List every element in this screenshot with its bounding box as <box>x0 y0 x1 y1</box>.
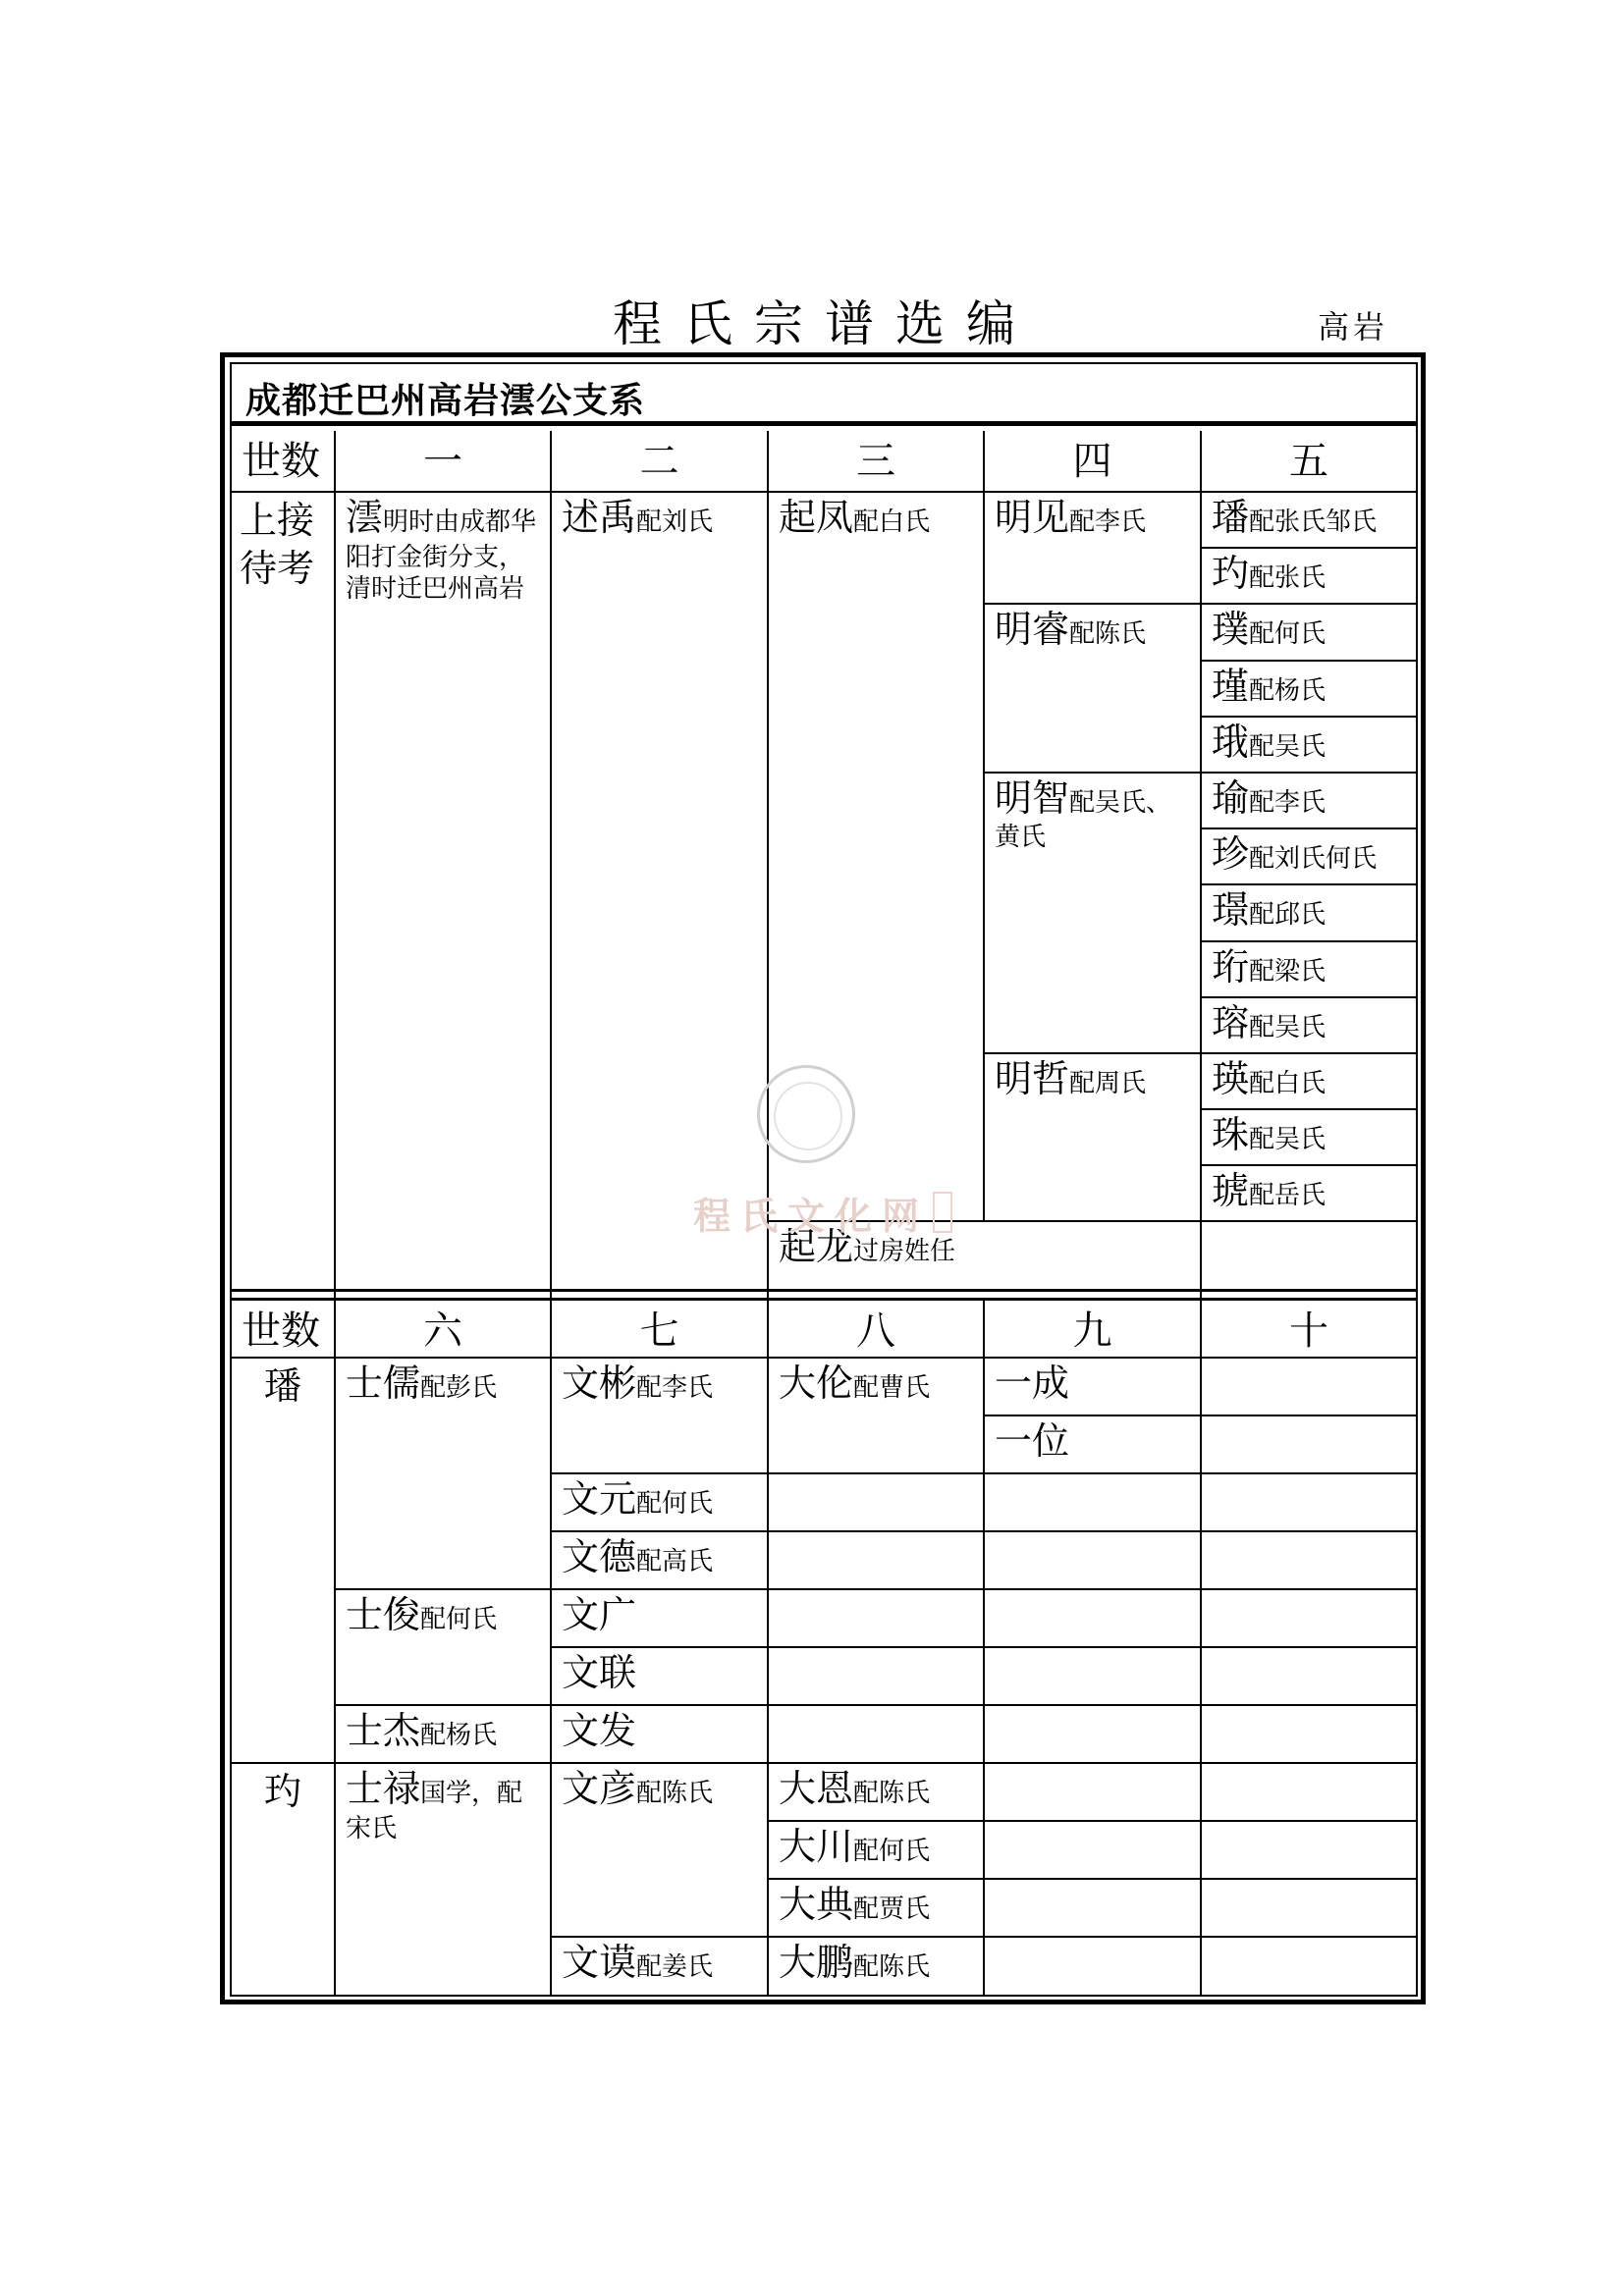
person-note: 配刘氏 <box>636 507 714 537</box>
person-name: 士俊 <box>346 1593 421 1636</box>
person-note: 配陈氏 <box>853 1952 931 1982</box>
person-entry <box>552 1706 769 1764</box>
person-name: 士儒 <box>346 1362 421 1405</box>
section-divider <box>232 1289 1416 1301</box>
header-gen-6: 六 <box>336 1301 552 1359</box>
person-entry <box>1202 885 1416 941</box>
header-gen-2: 二 <box>552 431 769 493</box>
empty-cell <box>769 1706 985 1764</box>
header-gen-4: 四 <box>985 431 1202 493</box>
side-label: 上接待考 <box>232 493 336 1672</box>
person-name: 璟 <box>1212 888 1250 933</box>
person-note: 配张氏邹氏 <box>1249 507 1378 537</box>
seal-logo-icon <box>757 1065 855 1163</box>
generation-table-1-5 <box>232 431 1416 1289</box>
header-gen-10: 十 <box>1202 1301 1416 1359</box>
person-entry <box>985 605 1202 774</box>
person-note: 配吴氏 <box>1249 731 1326 762</box>
person-name: 文广 <box>562 1593 637 1636</box>
person-entry <box>1202 1166 1416 1222</box>
person-note: 配邱氏 <box>1249 900 1326 931</box>
person-entry <box>1202 942 1416 998</box>
watermark-stamp-icon <box>933 1192 952 1233</box>
empty-cell <box>1202 1359 1416 1416</box>
person-entry <box>1202 774 1416 829</box>
empty-cell <box>1202 1532 1416 1590</box>
person-note: 配白氏 <box>853 507 931 537</box>
empty-cell <box>1202 1590 1416 1648</box>
person-entry <box>1202 493 1416 549</box>
person-entry <box>552 1532 769 1590</box>
person-entry <box>552 1359 769 1474</box>
document-title: 程氏宗谱选编 <box>613 295 1037 352</box>
person-note: 配何氏 <box>636 1489 714 1519</box>
header-gen-9: 九 <box>985 1301 1202 1359</box>
person-note: 配陈氏 <box>1069 619 1147 650</box>
side-ancestor: 玓 <box>232 1764 336 1996</box>
person-name: 一位 <box>995 1419 1070 1463</box>
person-note: 配李氏 <box>1069 507 1147 537</box>
person-entry <box>552 1764 769 1938</box>
person-note: 配何氏 <box>1249 619 1326 650</box>
empty-cell <box>985 1648 1202 1706</box>
person-entry <box>985 1416 1202 1474</box>
person-entry <box>1202 1054 1416 1110</box>
person-name: 文彦 <box>562 1767 637 1810</box>
person-name: 文元 <box>562 1477 637 1521</box>
person-entry <box>1202 549 1416 605</box>
person-entry <box>1202 829 1416 885</box>
person-note: 配李氏 <box>636 1373 714 1403</box>
person-name: 大恩 <box>779 1767 854 1810</box>
person-name: 大伦 <box>779 1362 854 1405</box>
person-name: 大典 <box>779 1883 854 1926</box>
person-name: 明见 <box>995 496 1070 539</box>
person-name: 文德 <box>562 1535 637 1578</box>
person-name: 起凤 <box>779 496 854 539</box>
person-note: 配何氏 <box>420 1605 498 1634</box>
empty-cell <box>1202 1648 1416 1706</box>
person-note: 配曹氏 <box>853 1373 931 1403</box>
person-name: 明睿 <box>995 608 1070 652</box>
person-name: 起龙 <box>779 1225 854 1269</box>
person-entry <box>985 1054 1202 1223</box>
empty-cell <box>985 1880 1202 1938</box>
empty-cell <box>985 1590 1202 1648</box>
empty-cell <box>985 1938 1202 1996</box>
empty-cell <box>985 1706 1202 1764</box>
person-name: 澐 <box>346 496 384 539</box>
person-note: 配岳氏 <box>1249 1181 1326 1211</box>
empty-cell <box>1202 1822 1416 1880</box>
corner-label: 高岩 <box>1318 308 1389 346</box>
person-entry <box>336 1590 552 1706</box>
person-entry <box>769 1822 985 1880</box>
person-note: 配白氏 <box>1249 1068 1326 1098</box>
person-name: 珍 <box>1212 832 1250 877</box>
person-note: 配李氏 <box>1249 787 1326 818</box>
empty-cell <box>1202 1764 1416 1822</box>
person-name: 大鹏 <box>779 1941 854 1984</box>
person-entry <box>769 1938 985 1996</box>
person-note: 配姜氏 <box>636 1952 714 1982</box>
empty-cell <box>769 1474 985 1532</box>
empty-cell <box>769 1532 985 1590</box>
person-note: 配梁氏 <box>1249 956 1326 987</box>
person-entry <box>769 1359 985 1474</box>
person-name: 士禄 <box>346 1767 421 1810</box>
person-name: 瑢 <box>1212 1000 1250 1044</box>
person-name: 述禹 <box>562 496 637 539</box>
empty-cell <box>1202 1880 1416 1938</box>
person-entry <box>1202 998 1416 1054</box>
person-entry <box>1202 662 1416 718</box>
person-entry <box>336 1764 552 1996</box>
header-gen-7: 七 <box>552 1301 769 1359</box>
person-name: 文联 <box>562 1651 637 1694</box>
person-name: 璞 <box>1212 608 1250 652</box>
person-name: 文发 <box>562 1709 637 1752</box>
empty-cell <box>1202 1474 1416 1532</box>
person-note: 配吴氏 <box>1249 1012 1326 1042</box>
person-name: 珩 <box>1212 944 1250 988</box>
person-name: 玓 <box>1212 552 1250 596</box>
empty-cell <box>769 1590 985 1648</box>
person-name: 瑜 <box>1212 775 1250 820</box>
header-gen-1: 一 <box>336 431 552 493</box>
banner-text: 成都迁巴州高岩澐公支系 <box>245 381 646 421</box>
person-note: 配陈氏 <box>636 1779 714 1808</box>
person-entry <box>552 1938 769 1996</box>
person-name: 大川 <box>779 1825 854 1868</box>
person-name: 文谟 <box>562 1941 637 1984</box>
side-ancestor: 璠 <box>232 1359 336 1764</box>
person-name: 瑛 <box>1212 1056 1250 1100</box>
person-entry <box>769 1880 985 1938</box>
empty-cell <box>985 1474 1202 1532</box>
person-name: 明哲 <box>995 1056 1070 1100</box>
empty-cell <box>985 1764 1202 1822</box>
generation-table-6-10 <box>232 1301 1416 1996</box>
empty-cell <box>769 1648 985 1706</box>
person-note: 过房姓任 <box>853 1237 956 1267</box>
person-entry <box>985 493 1202 605</box>
person-entry <box>985 774 1202 1054</box>
person-note: 配陈氏 <box>853 1779 931 1808</box>
person-note: 配吴氏 <box>1249 1125 1326 1155</box>
person-name: 文彬 <box>562 1362 637 1405</box>
person-note: 配高氏 <box>636 1547 714 1576</box>
person-entry <box>552 1648 769 1706</box>
person-note: 配吴氏、黄氏 <box>995 787 1172 853</box>
person-note: 配周氏 <box>1069 1068 1147 1098</box>
person-note: 配刘氏何氏 <box>1249 844 1378 875</box>
person-note: 配贾氏 <box>853 1895 931 1924</box>
empty-cell <box>1202 1938 1416 1996</box>
person-name: 琥 <box>1212 1169 1250 1213</box>
person-entry <box>1202 605 1416 661</box>
lineage-banner <box>232 364 1416 426</box>
person-note: 配杨氏 <box>1249 675 1326 706</box>
person-name: 璠 <box>1212 496 1250 539</box>
person-note: 配何氏 <box>853 1837 931 1866</box>
person-entry <box>1202 1110 1416 1166</box>
empty-cell <box>985 1822 1202 1880</box>
person-entry <box>552 1590 769 1648</box>
person-name: 瑾 <box>1212 664 1250 708</box>
header-generation-label: 世数 <box>232 1301 336 1359</box>
person-note: 明时由成都华阳打金街分支，清时迁巴州高岩 <box>346 507 537 604</box>
header-gen-3: 三 <box>769 431 985 493</box>
person-entry <box>1202 718 1416 774</box>
person-note: 配彭氏 <box>420 1373 498 1403</box>
header-gen-5: 五 <box>1202 431 1416 493</box>
empty-cell <box>985 1532 1202 1590</box>
empty-cell <box>1202 1416 1416 1474</box>
person-name: 珴 <box>1212 720 1250 764</box>
person-entry <box>336 1359 552 1590</box>
person-entry <box>336 1706 552 1764</box>
person-name: 珠 <box>1212 1113 1250 1157</box>
header-gen-8: 八 <box>769 1301 985 1359</box>
header-generation-label: 世数 <box>232 431 336 493</box>
watermark-text: 程氏文化网 <box>693 1194 930 1238</box>
person-name: 一成 <box>995 1362 1070 1405</box>
empty-cell <box>1202 1706 1416 1764</box>
person-entry <box>552 1474 769 1532</box>
person-entry <box>769 1764 985 1822</box>
person-name: 明智 <box>995 775 1070 820</box>
person-note: 配张氏 <box>1249 563 1326 594</box>
person-note: 配杨氏 <box>420 1721 498 1750</box>
person-note: 国学，配宋氏 <box>346 1779 523 1843</box>
person-name: 士杰 <box>346 1709 421 1752</box>
person-entry <box>985 1359 1202 1416</box>
